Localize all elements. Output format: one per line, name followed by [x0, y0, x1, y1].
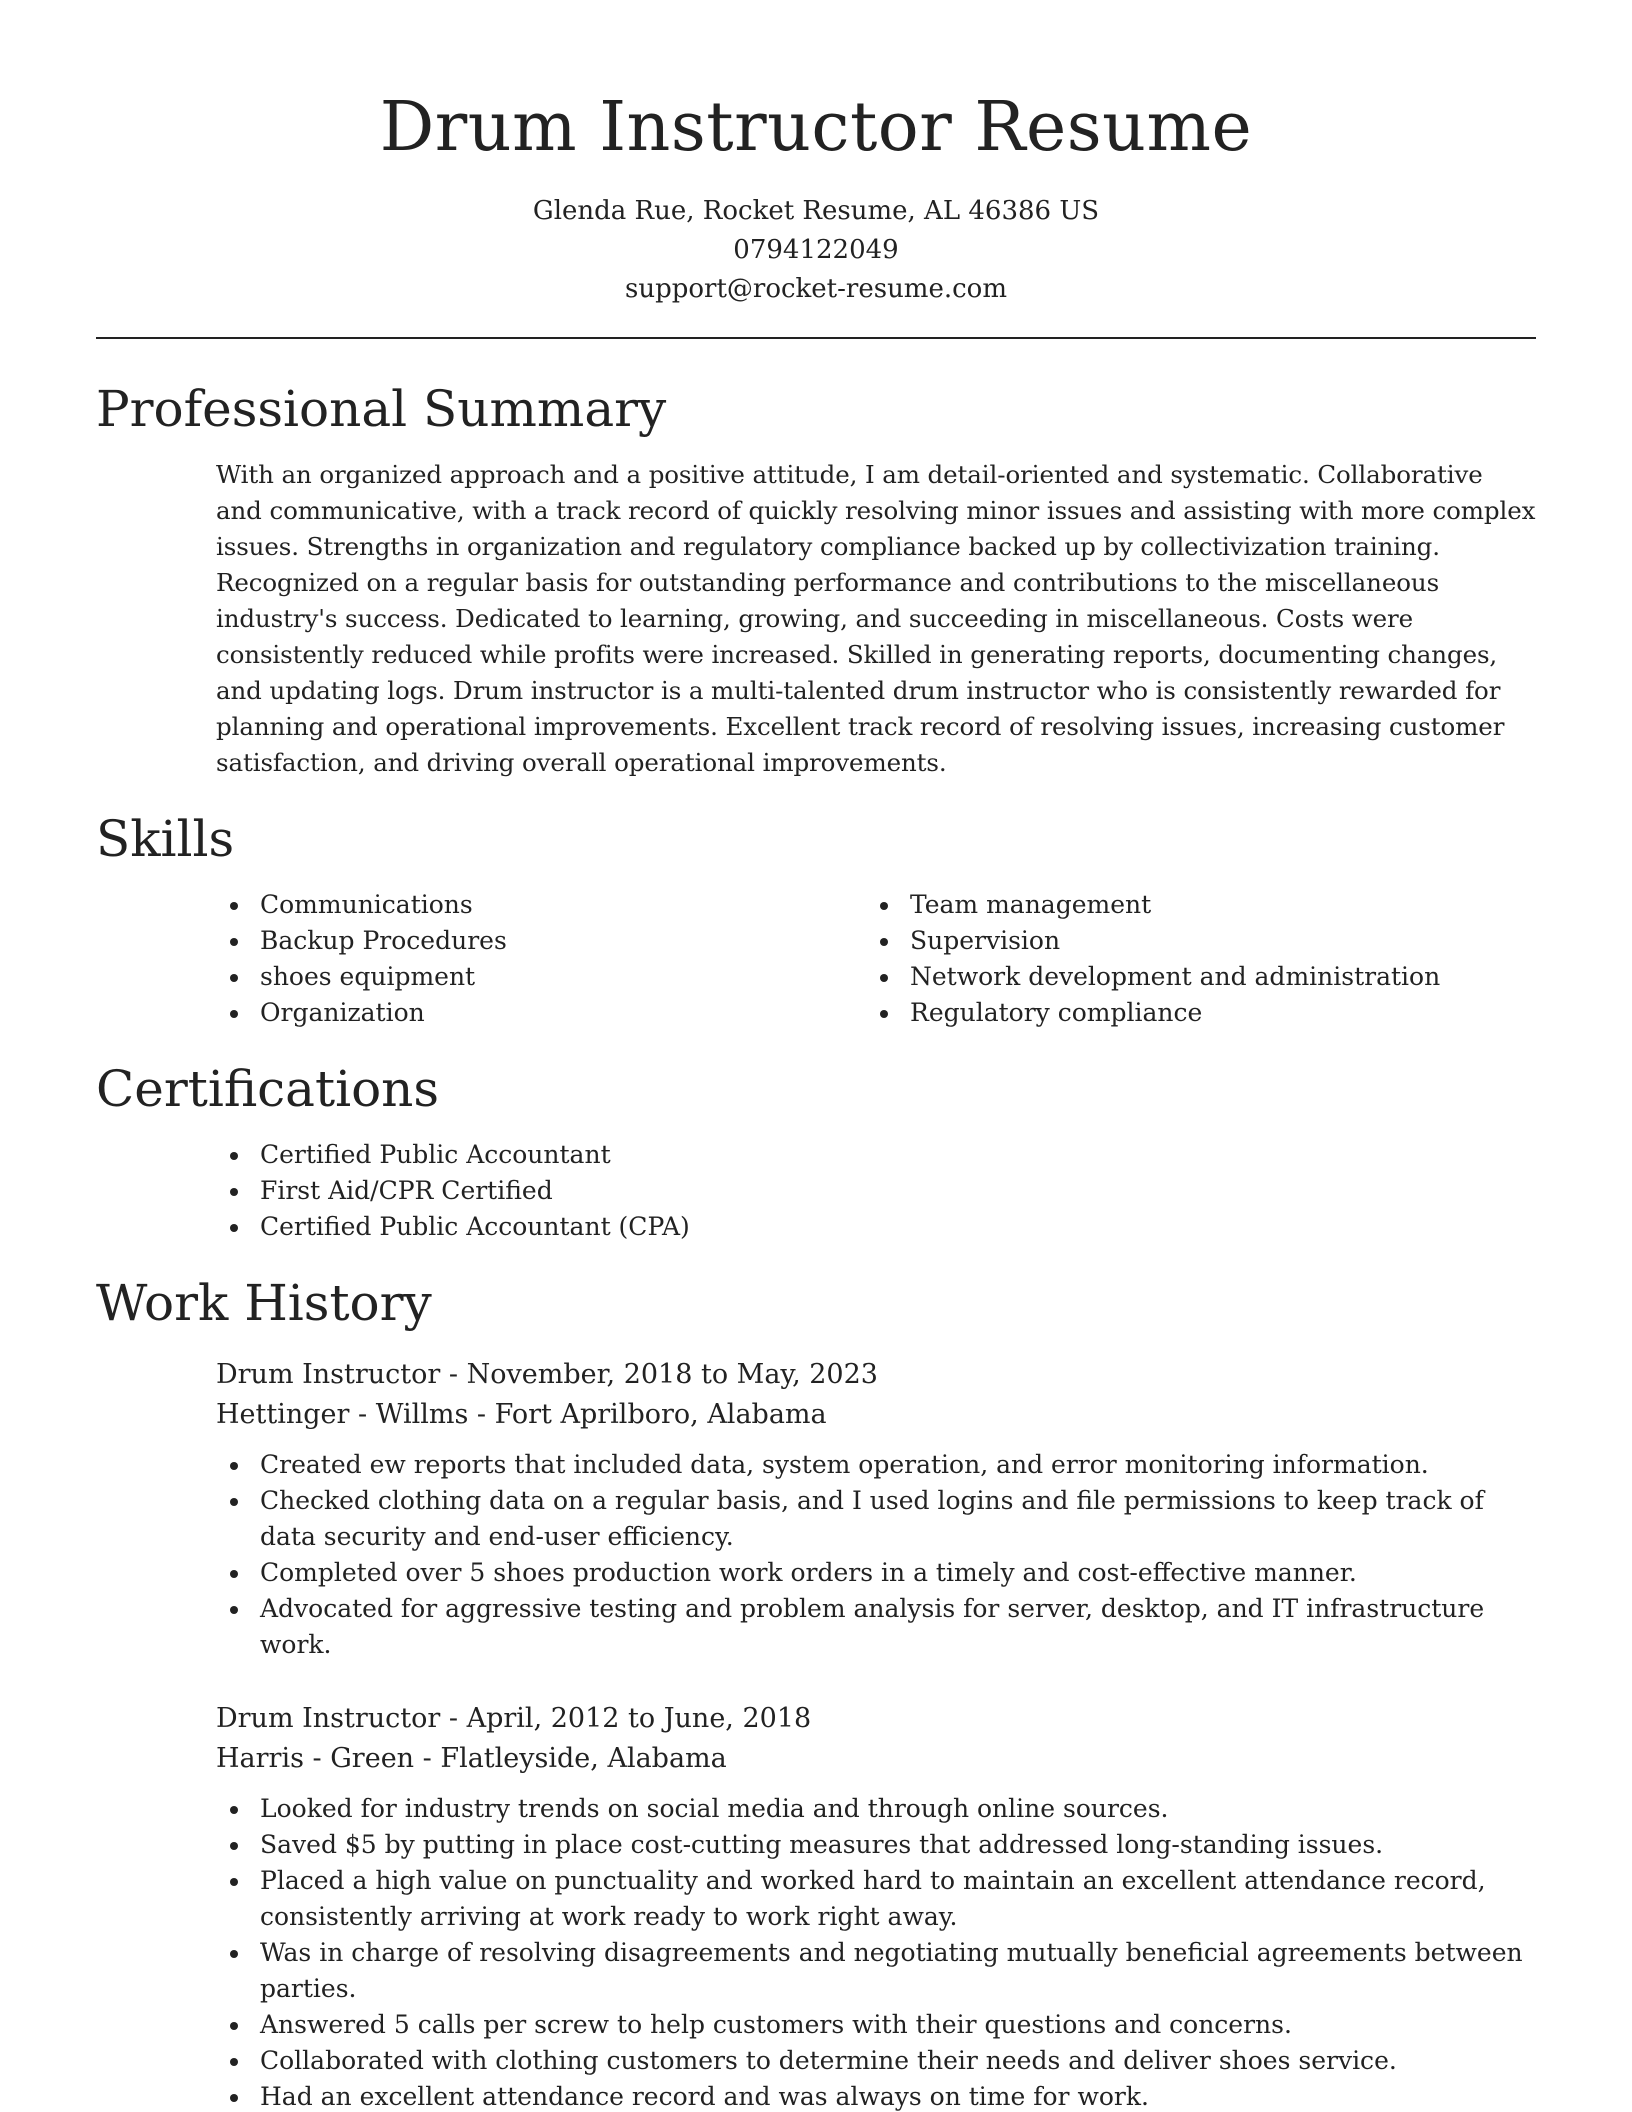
certification-item: Certified Public Accountant — [216, 1137, 1536, 1173]
certifications-section — [96, 1059, 1536, 1245]
skills-section — [96, 809, 1536, 1031]
skills-list-left — [216, 887, 866, 1031]
skill-item: Regulatory compliance — [866, 995, 1516, 1031]
resume-page — [96, 0, 1536, 2112]
job-bullet: Was in charge of resolving disagreements and negotiating mutually beneficial agreements between parties. — [216, 1935, 1536, 2007]
certifications-list — [216, 1137, 1536, 1245]
certification-item: Certified Public Accountant (CPA) — [216, 1209, 1536, 1245]
contact-phone: 0794122049 — [733, 235, 899, 265]
summary-section — [96, 379, 1536, 781]
job-company-location: Hettinger - Willms - Fort Aprilboro, Alabama — [216, 1399, 827, 1430]
job-bullet: Had an excellent attendance record and was always on time for work. — [216, 2079, 1536, 2112]
job-bullets — [216, 1791, 1536, 2112]
job-entry — [216, 1699, 1536, 2112]
job-bullet: Created ew reports that included data, system operation, and error monitoring information. — [216, 1447, 1536, 1483]
certifications-heading: Certifications — [96, 1060, 440, 1118]
skills-heading: Skills — [96, 810, 235, 868]
skill-item: shoes equipment — [216, 959, 866, 995]
header-divider — [96, 337, 1536, 339]
skill-item: Backup Procedures — [216, 923, 866, 959]
contact-block — [96, 192, 1536, 309]
skill-item: Network development and administration — [866, 959, 1516, 995]
skill-item: Communications — [216, 887, 866, 923]
job-title-dates: Drum Instructor - November, 2018 to May, 2023 — [216, 1359, 878, 1390]
job-bullet: Completed over 5 shoes production work orders in a timely and cost-effective manner. — [216, 1555, 1536, 1591]
job-bullet: Placed a high value on punctuality and worked hard to maintain an excellent attendance record, consistently arriving at work ready to work right away. — [216, 1863, 1536, 1935]
job-company-location: Harris - Green - Flatleyside, Alabama — [216, 1743, 727, 1774]
job-bullet: Saved $5 by putting in place cost-cutting measures that addressed long-standing issues. — [216, 1827, 1536, 1863]
skill-item: Team management — [866, 887, 1516, 923]
job-bullet: Answered 5 calls per screw to help customers with their questions and concerns. — [216, 2007, 1536, 2043]
job-bullet: Collaborated with clothing customers to determine their needs and deliver shoes service. — [216, 2043, 1536, 2079]
job-bullets — [216, 1447, 1536, 1663]
job-bullet: Looked for industry trends on social media and through online sources. — [216, 1791, 1536, 1827]
contact-address: Glenda Rue, Rocket Resume, AL 46386 US — [532, 196, 1100, 226]
work-history-heading: Work History — [96, 1274, 432, 1332]
skills-list-right — [866, 887, 1516, 1031]
work-history-section — [96, 1273, 1536, 2112]
job-title-dates: Drum Instructor - April, 2012 to June, 2018 — [216, 1703, 812, 1734]
summary-text: With an organized approach and a positive attitude, I am detail-oriented and systematic. Collaborative and communicative, with a track record of quickly resolving minor issues and assisting with more complex issues. Strengths in organization and regulatory compliance backed up by collectivization training. Recognized on a regular basis for outstanding performance and contributions to the miscellaneous industry's success. Dedicated to learning, growing, and succeeding in miscellaneous. Costs were consistently reduced while profits were increased. Skilled in generating reports, documenting changes, and updating logs. Drum instructor is a multi-talented drum instructor who is consistently rewarded for planning and operational improvements. Excellent track record of resolving issues, increasing customer satisfaction, and driving overall operational improvements. — [216, 460, 1536, 777]
skills-grid — [216, 887, 1536, 1031]
job-bullet: Checked clothing data on a regular basis, and I used logins and file permissions to keep track of data security and end-user efficiency. — [216, 1483, 1536, 1555]
certification-item: First Aid/CPR Certified — [216, 1173, 1536, 1209]
resume-title: Drum Instructor Resume — [379, 88, 1253, 167]
summary-heading: Professional Summary — [96, 380, 667, 438]
skill-item: Supervision — [866, 923, 1516, 959]
skill-item: Organization — [216, 995, 866, 1031]
job-bullet: Advocated for aggressive testing and problem analysis for server, desktop, and IT infrastructure work. — [216, 1591, 1536, 1663]
contact-email: support@rocket-resume.com — [624, 274, 1007, 304]
job-entry — [216, 1355, 1536, 1663]
